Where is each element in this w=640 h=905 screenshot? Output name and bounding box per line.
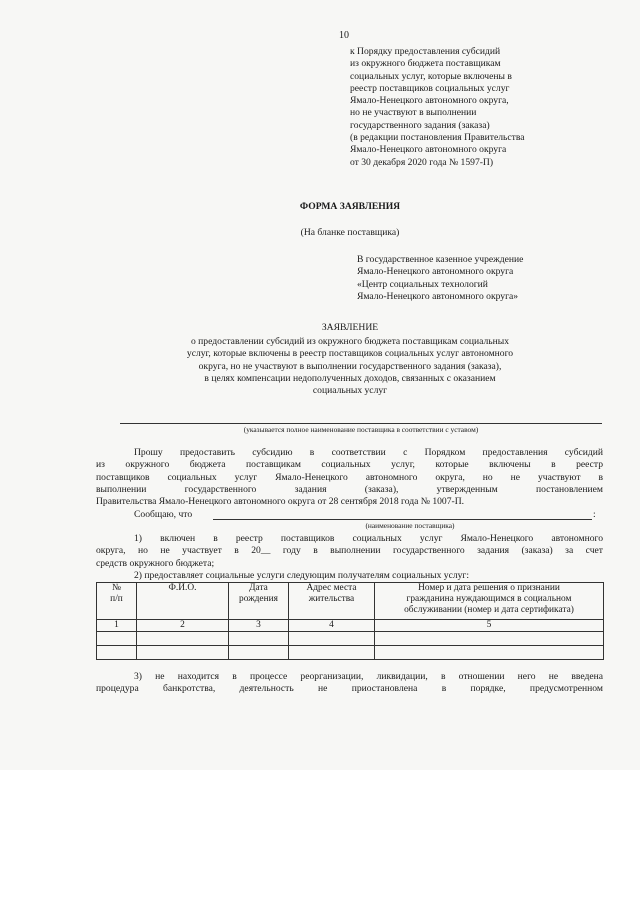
table-cell xyxy=(375,646,604,660)
request-paragraph xyxy=(96,447,603,508)
header-cell-name: Ф.И.О. xyxy=(137,583,229,620)
statement-heading: ЗАЯВЛЕНИЕ xyxy=(321,322,379,333)
table-cell: 1 xyxy=(97,620,137,632)
table-cell xyxy=(229,646,289,660)
table-cell xyxy=(375,632,604,646)
table-cell xyxy=(289,632,375,646)
inform-suffix: : xyxy=(593,509,596,520)
subject-line: в целях компенсации недополученных доходов, связанных с оказанием xyxy=(204,372,496,384)
recipients-table xyxy=(96,582,604,660)
appendix-line: Ямало-Ненецкого автономного округа xyxy=(350,144,507,156)
request-line: из окружного бюджета поставщикам социальных услуг, которые включены в реестр xyxy=(96,459,603,471)
table-row xyxy=(97,632,604,646)
addressee-block xyxy=(357,254,617,303)
subject-line: о предоставлении субсидий из окружного бюджета поставщикам социальных xyxy=(190,336,510,347)
appendix-line: (в редакции постановления Правительства xyxy=(350,132,525,144)
statement-subject xyxy=(100,336,600,397)
table-cell: 5 xyxy=(375,620,604,632)
table-cell xyxy=(229,632,289,646)
inform-prefix: Сообщаю, что xyxy=(134,509,193,520)
header-cell-birthdate: Дата рождения xyxy=(229,583,289,620)
form-title: ФОРМА ЗАЯВЛЕНИЯ xyxy=(299,201,401,212)
letterhead-note: (На бланке поставщика) xyxy=(300,227,400,238)
item-1-line: 1) включен в реестр поставщиков социальных услуг Ямало-Ненецкого автономного xyxy=(134,533,603,544)
request-line: поставщиков социальных услуг Ямало-Ненецкого автономного округа, но не участвуют в xyxy=(96,471,603,483)
subject-line: услуг, которые включены в реестр поставщиков социальных услуг автономного xyxy=(186,348,514,360)
request-line: Правительства Ямало-Ненецкого автономного округа от 28 сентября 2018 года № 1007-П. xyxy=(96,496,465,508)
supplier-hint: (наименование поставщика) xyxy=(365,521,455,530)
header-cell-address: Адрес места жительства xyxy=(289,583,375,620)
appendix-line: но не участвуют в выполнении xyxy=(350,107,477,119)
addressee-line: Ямало-Ненецкого автономного округа» xyxy=(357,290,519,302)
item-1-line: округа, но не участвует в 20__ году в выполнении государственного задания (заказа) за счет xyxy=(96,545,603,557)
table-cell xyxy=(97,646,137,660)
appendix-line: государственного задания (заказа) xyxy=(350,119,490,131)
page-number: 10 xyxy=(339,30,349,41)
item-3-line: 3) не находится в процессе реорганизации, ликвидации, в отношении него не введена xyxy=(134,671,603,682)
header-cell-decision: Номер и дата решения о признании гражданина нуждающимся в социальном обслуживании (номер и дата сертификата) xyxy=(375,583,604,620)
appendix-line: реестр поставщиков социальных услуг xyxy=(350,82,510,94)
table-cell xyxy=(137,646,229,660)
table-cell xyxy=(137,632,229,646)
table-cell: 2 xyxy=(137,620,229,632)
subject-line: округа, но не участвуют в выполнении государственного задания (заказа), xyxy=(198,360,502,372)
table-cell xyxy=(289,646,375,660)
table-row xyxy=(97,646,604,660)
table-cell: 4 xyxy=(289,620,375,632)
appendix-line: социальных услуг, которые включены в xyxy=(350,70,512,82)
supplier-name-hint: (указывается полное наименование поставщика в соответствии с уставом) xyxy=(243,425,479,434)
item-2: 2) предоставляет социальные услуги следующим получателям социальных услуг: xyxy=(134,570,470,581)
inform-supplier-line xyxy=(213,519,592,520)
subject-line: социальных услуг xyxy=(312,385,388,397)
addressee-line: Ямало-Ненецкого автономного округа xyxy=(357,266,514,278)
appendix-line: из окружного бюджета поставщикам xyxy=(350,58,501,70)
supplier-name-line xyxy=(120,423,602,424)
appendix-line: к Порядку предоставления субсидий xyxy=(350,46,501,57)
addressee-line: «Центр социальных технологий xyxy=(357,278,488,290)
table-row xyxy=(97,620,604,632)
table-cell: 3 xyxy=(229,620,289,632)
request-line: Прошу предоставить субсидию в соответствии с Порядком предоставления субсидий xyxy=(134,447,603,458)
table-header-row xyxy=(97,583,604,620)
header-cell-number: № п/п xyxy=(97,583,137,620)
appendix-line: Ямало-Ненецкого автономного округа, xyxy=(350,95,509,107)
addressee-line: В государственное казенное учреждение xyxy=(357,254,524,265)
item-3 xyxy=(96,671,603,696)
request-line: выполнении государственного задания (заказа), утвержденным постановлением xyxy=(96,483,603,495)
appendix-line: от 30 декабря 2020 года № 1597-П) xyxy=(350,156,494,168)
appendix-note xyxy=(350,46,620,169)
item-3-line: процедура банкротства, деятельность не приостановлена в порядке, предусмотренном xyxy=(96,683,603,695)
table-cell xyxy=(97,632,137,646)
item-1-line: средств окружного бюджета; xyxy=(96,557,215,569)
item-1 xyxy=(96,533,603,570)
